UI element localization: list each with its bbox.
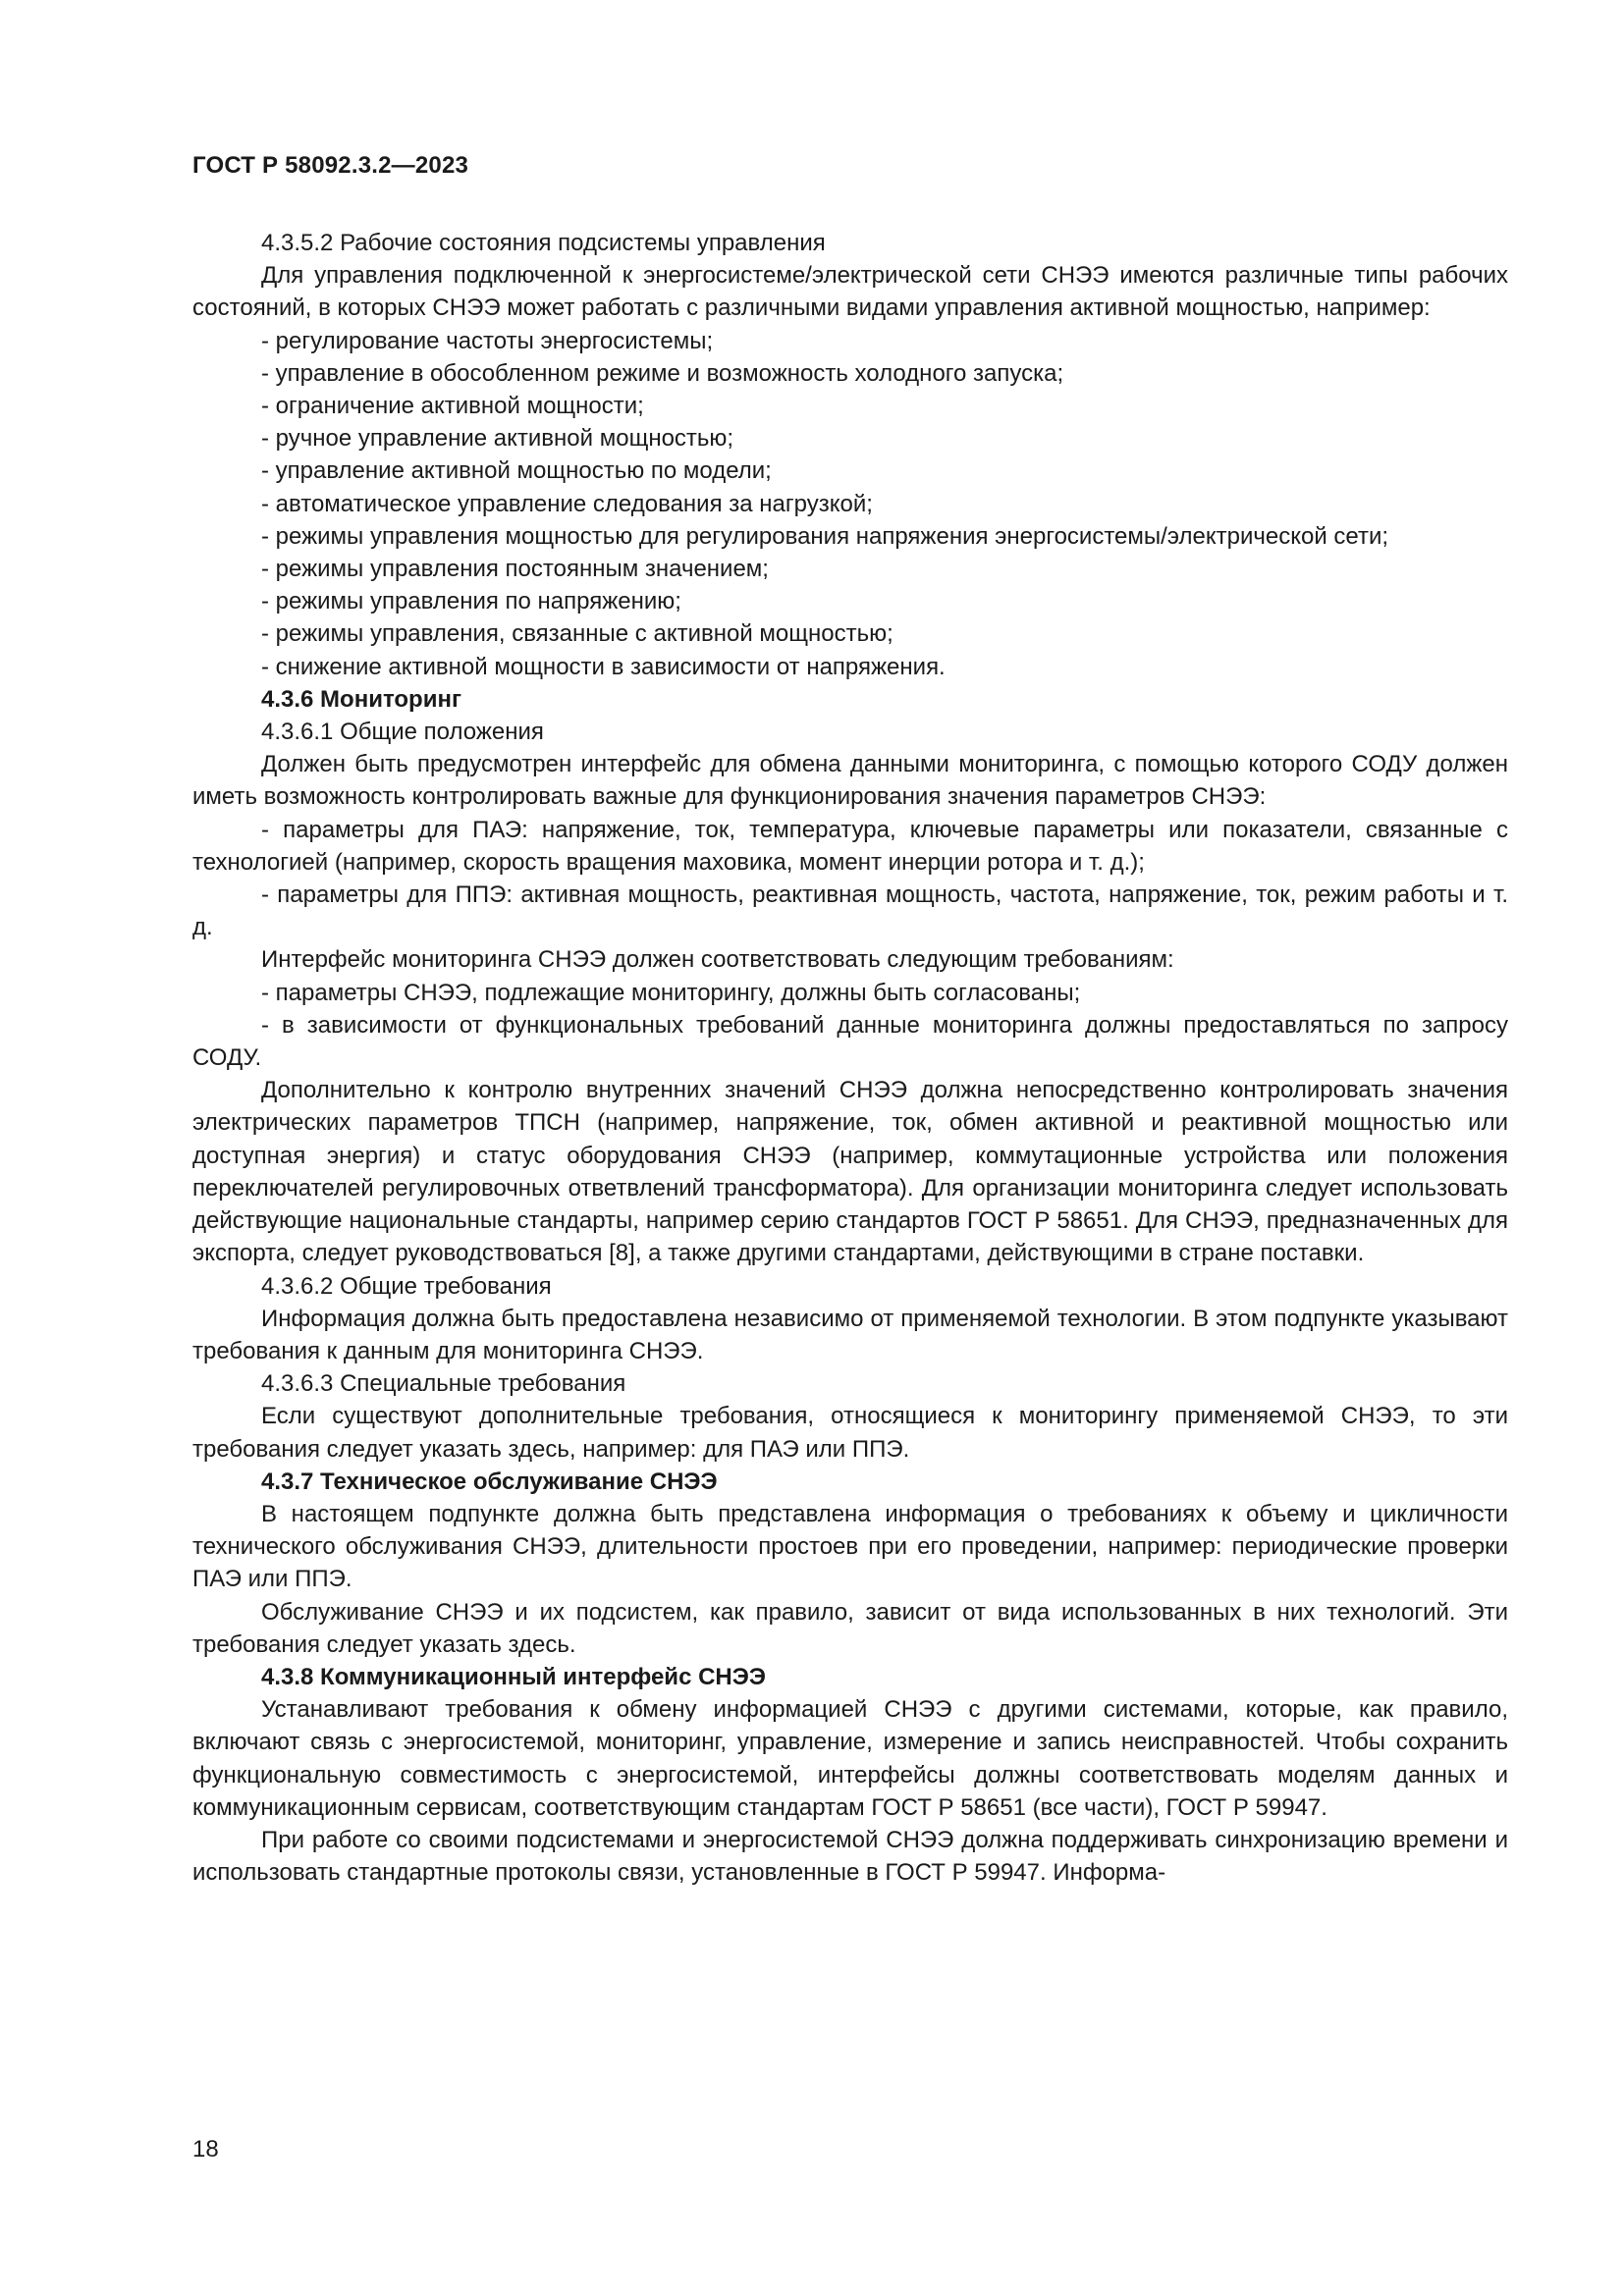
list-item: - управление активной мощностью по модели; xyxy=(261,457,772,485)
list-item: - ограничение активной мощности; xyxy=(261,393,644,420)
subsection-title: 4.3.6.1 Общие положения xyxy=(261,719,544,746)
list-item: - режимы управления мощностью для регулирования напряжения энергосистемы/электрической сети; xyxy=(261,522,1389,550)
paragraph: При работе со своими подсистемами и энергосистемой СНЭЭ должна поддерживать синхронизацию времени и использовать стандартные протоколы связи, установленные в ГОСТ Р 59947. Информа- xyxy=(192,1826,1508,1887)
paragraph: Устанавливают требования к обмену информацией СНЭЭ с другими системами, которые, как правило, включают связь с энергосистемой, мониторинг, управление, измерение и запись неисправностей. Чтобы сохранить функциональную совместимость с энергосистемой, интерфейсы должны соответствовать моделям данных и коммуникационным сервисам, соответствующим стандартам ГОСТ Р 58651 (все части), ГОСТ Р 59947. xyxy=(192,1696,1508,1821)
page-number: 18 xyxy=(192,2136,219,2163)
list-item: - режимы управления, связанные с активной мощностью; xyxy=(261,620,893,648)
list-item: - управление в обособленном режиме и возможность холодного запуска; xyxy=(261,359,1064,387)
paragraph: Должен быть предусмотрен интерфейс для обмена данными мониторинга, с помощью которого СОДУ должен иметь возможность контролировать важные для функционирования значения параметров СНЭЭ: xyxy=(192,751,1508,811)
paragraph: Для управления подключенной к энергосистеме/электрической сети СНЭЭ имеются различные типы рабочих состояний, в которых СНЭЭ может работать с различными видами управления активной мощностью, например: xyxy=(192,262,1508,322)
list-item: - параметры СНЭЭ, подлежащие мониторингу, должны быть согласованы; xyxy=(261,979,1081,1006)
document-header: ГОСТ Р 58092.3.2—2023 xyxy=(192,152,469,179)
list-item: - регулирование частоты энергосистемы; xyxy=(261,327,714,354)
list-item: - режимы управления по напряжению; xyxy=(261,588,681,615)
list-item: - параметры для ППЭ: активная мощность, реактивная мощность, частота, напряжение, ток, режим работы и т. д. xyxy=(192,881,1508,941)
paragraph: Интерфейс мониторинга СНЭЭ должен соответствовать следующим требованиям: xyxy=(261,946,1174,974)
list-item: - режимы управления постоянным значением; xyxy=(261,556,769,583)
list-item: - ручное управление активной мощностью; xyxy=(261,425,734,453)
subsection-title: 4.3.6.3 Специальные требования xyxy=(261,1370,626,1398)
paragraph: В настоящем подпункте должна быть представлена информация о требованиях к объему и цикличности технического обслуживания СНЭЭ, длительности простоев при его проведении, например: периодические проверки ПАЭ или ППЭ. xyxy=(192,1500,1508,1593)
list-item: - автоматическое управление следования за нагрузкой; xyxy=(261,490,873,517)
list-item: - параметры для ПАЭ: напряжение, ток, температура, ключевые параметры или показатели, связанные с технологией (например, скорость вращения маховика, момент инерции ротора и т. д.); xyxy=(192,816,1508,876)
subsection-title: 4.3.5.2 Рабочие состояния подсистемы управления xyxy=(261,230,826,256)
document-body xyxy=(192,227,1508,1889)
subsection-title: 4.3.6.2 Общие требования xyxy=(261,1272,552,1300)
paragraph: Если существуют дополнительные требования, относящиеся к мониторингу применяемой СНЭЭ, то эти требования следует указать здесь, например: для ПАЭ или ППЭ. xyxy=(192,1403,1508,1463)
paragraph: Информация должна быть предоставлена независимо от применяемой технологии. В этом подпункте указывают требования к данным для мониторинга СНЭЭ. xyxy=(192,1305,1508,1364)
section-heading: 4.3.7 Техническое обслуживание СНЭЭ xyxy=(261,1468,718,1495)
paragraph: Обслуживание СНЭЭ и их подсистем, как правило, зависит от вида использованных в них технологий. Эти требования следует указать здесь. xyxy=(192,1598,1508,1658)
section-heading: 4.3.8 Коммуникационный интерфейс СНЭЭ xyxy=(261,1663,766,1690)
paragraph: Дополнительно к контролю внутренних значений СНЭЭ должна непосредственно контролировать значения электрических параметров ТПСН (например, напряжение, ток, обмен активной и реактивной мощностью или доступная энергия) и статус оборудования СНЭЭ (например, коммутационные устройства или положения переключателей регулировочных ответвлений трансформатора). Для организации мониторинга следует использовать действующие национальные стандарты, например серию стандартов ГОСТ Р 58651. Для СНЭЭ, предназначенных для экспорта, следует руководствоваться [8], а также другими стандартами, действующими в стране поставки. xyxy=(192,1077,1508,1267)
list-item: - снижение активной мощности в зависимости от напряжения. xyxy=(261,653,946,680)
section-heading: 4.3.6 Мониторинг xyxy=(261,685,461,713)
list-item: - в зависимости от функциональных требований данные мониторинга должны предоставляться по запросу СОДУ. xyxy=(192,1011,1508,1072)
